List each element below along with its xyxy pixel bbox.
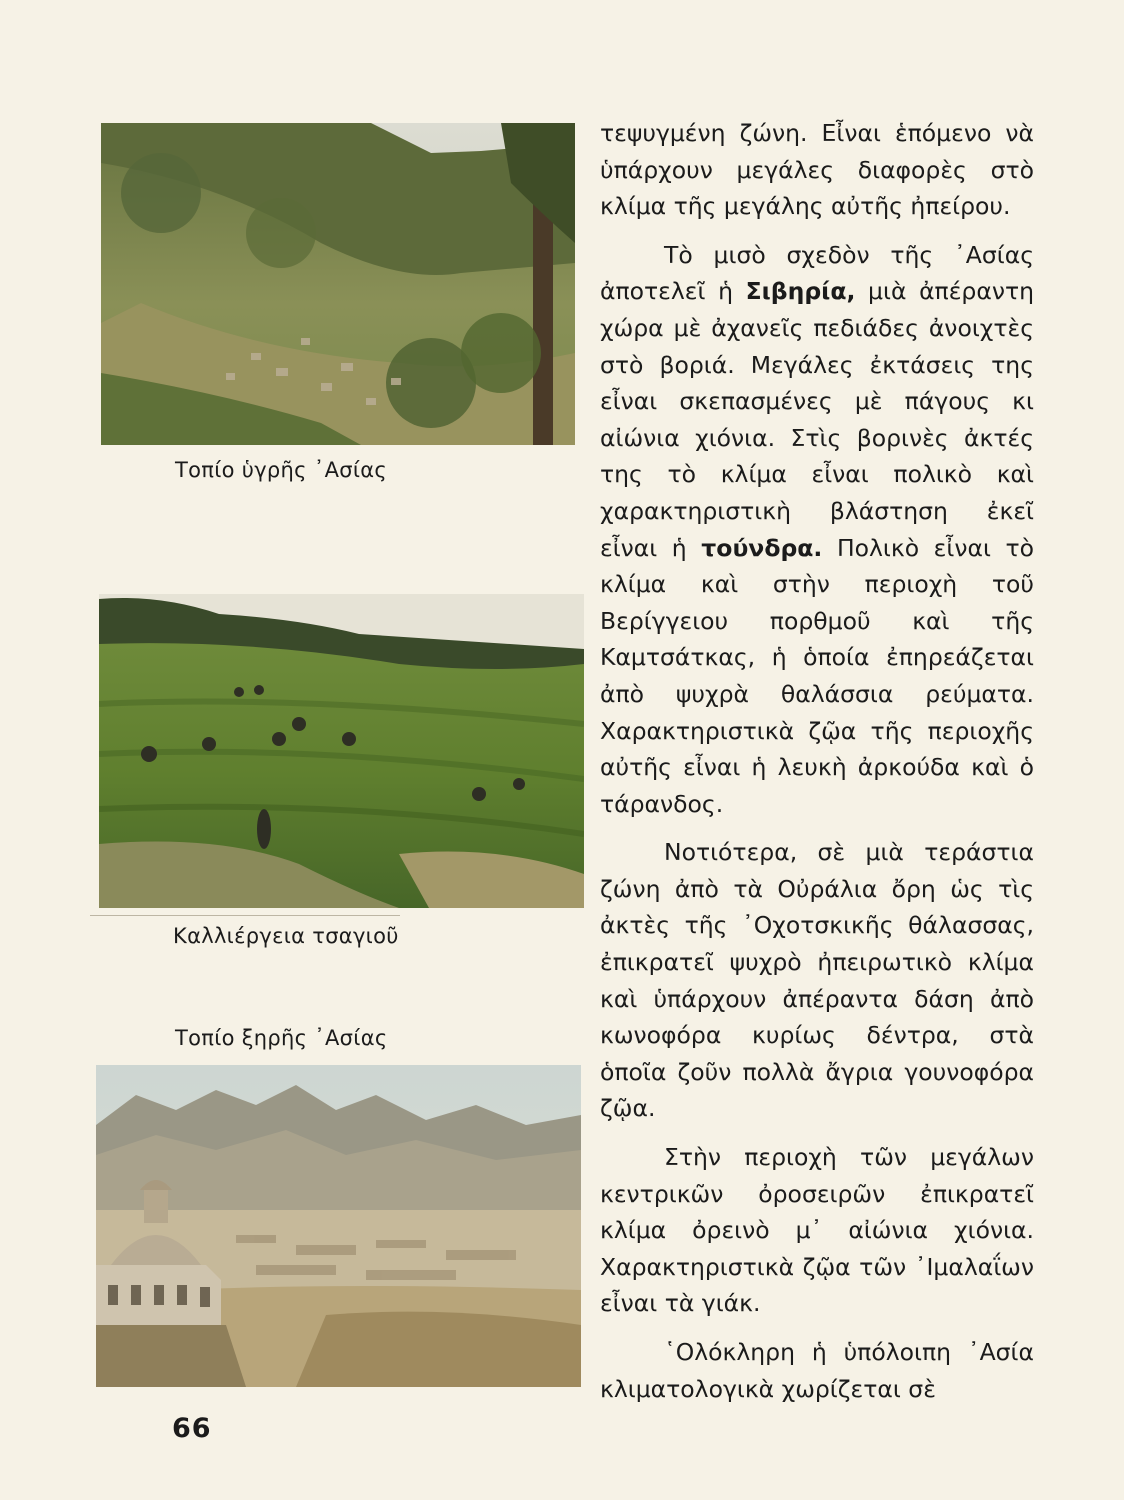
humid-asia-caption: Τοπίο ὑγρῆς ᾿Ασίας	[175, 458, 388, 482]
paragraph-3: Νοτιότερα, σὲ μιὰ τεράστια ζώνη ἀπὸ τὰ Οὐράλια ὄρη ὡς τὶς ἀκτὲς τῆς ᾿Οχοτσκικῆς θάλασσας, ἐπικρατεῖ ψυχρὸ ἠπειρωτικὸ κλίμα καὶ ὑπάρχουν ἀπέραντα δάση ἀπὸ κωνοφόρα κυρίως δέντρα, στὰ ὁποῖα ζοῦν πολλὰ ἄγρια γουνοφόρα ζῷα.	[600, 838, 1034, 1123]
term-siberia: Σιβηρία,	[745, 277, 856, 306]
tea-cultivation-caption: Καλλιέργεια τσαγιοῦ	[173, 924, 399, 948]
paragraph-5: ῾Ολόκληρη ἡ ὑπόλοιπη ᾿Ασία κλιματολογικὰ χωρίζεται σὲ	[600, 1338, 1034, 1403]
dry-asia-caption: Τοπίο ξηρῆς ᾿Ασίας	[175, 1026, 388, 1050]
page-number: 66	[172, 1413, 212, 1444]
term-tundra: τούνδρα.	[701, 533, 823, 562]
paragraph-2	[600, 237, 1034, 823]
paragraph-2-text-d: Πολικὸ εἶναι τὸ κλίμα καὶ στὴν περιοχὴ τοῦ Βερίγγειου πορθμοῦ καὶ τῆς Καμτσάτκας, ἡ ὁποία ἐπηρεάζεται ἀπὸ ψυχρὰ θαλάσσια ρεύματα. Χαρακτηριστικὰ ζῷα τῆς περιοχῆς αὐτῆς εἶναι ἡ λευκὴ ἀρκούδα καὶ ὁ τάρανδος.	[600, 533, 1035, 818]
paragraph-2-text-c: μιὰ ἀπέραντη χώρα μὲ ἀχανεῖς πεδιάδες ἀνοιχτὲς στὸ βοριά. Μεγάλες ἐκτάσεις της εἶναι σκεπασμένες μὲ πάγους κι αἰώνια χιόνια. Στὶς βορινὲς ἀκτές της τὸ κλίμα εἶναι πολικὸ καὶ χαρακτηριστικὴ βλάστηση ἐκεῖ εἶναι ἡ	[600, 277, 1034, 562]
paragraph-4: Στὴν περιοχὴ τῶν μεγάλων κεντρικῶν ὀροσειρῶν ἐπικρατεῖ κλίμα ὀρεινὸ μ᾿ αἰώνια χιόνια. Χαρακτηριστικὰ ζῷα τῶν ᾿Ιμαλαΐων εἶναι τὰ γιάκ.	[600, 1143, 1034, 1318]
body-text-column	[600, 115, 1034, 1407]
tea-cultivation-photo	[99, 594, 584, 908]
humid-asia-photo	[101, 123, 575, 445]
paragraph-1: τεψυγμένη ζώνη. Εἶναι ἑπόμενο νὰ ὑπάρχουν μεγάλες διαφορὲς στὸ κλίμα τῆς μεγάλης αὐτῆς ἠπείρου.	[600, 119, 1034, 221]
paragraph-2-text-a: Τὸ μισὸ σχεδὸν τῆς ᾿Ασίας ἀποτελεῖ ἡ	[600, 240, 1034, 306]
dry-asia-photo	[96, 1065, 581, 1387]
caption-rule	[90, 915, 400, 916]
